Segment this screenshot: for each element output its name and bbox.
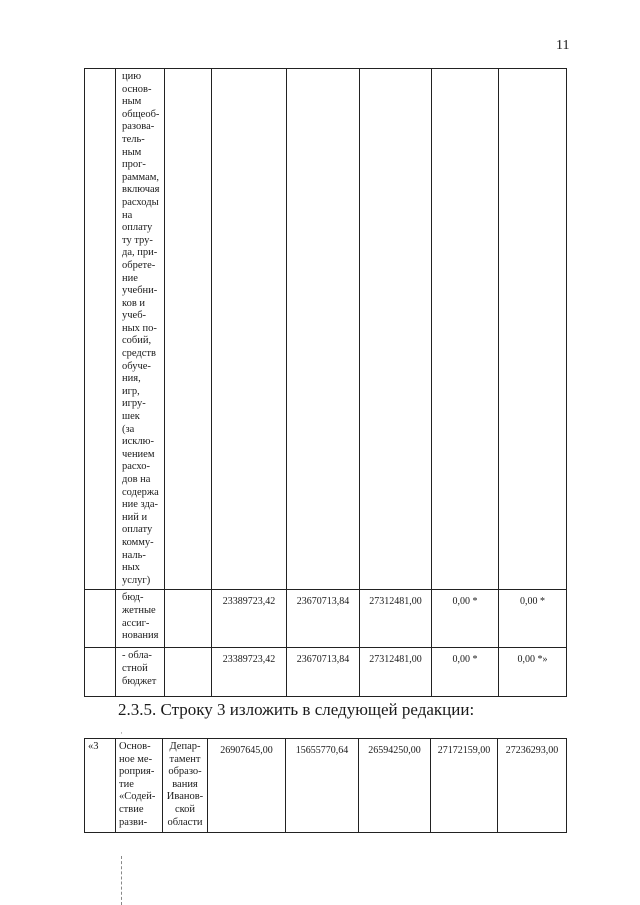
page-number: 11 — [556, 38, 570, 53]
text-line: ту тру- — [122, 234, 153, 246]
text-line: собий, — [122, 335, 152, 347]
text-line: средств — [122, 348, 156, 360]
cell-empty — [360, 69, 432, 590]
cell-number — [85, 590, 116, 648]
row-label-cell — [116, 590, 165, 648]
value-cell: 26907645,00 — [208, 739, 286, 833]
cell-number — [85, 648, 116, 697]
text-line: обуче- — [122, 360, 151, 372]
text-line: учебни- — [122, 285, 158, 297]
text-line: расходы — [122, 196, 159, 208]
text-line: ное ме- — [119, 753, 153, 765]
new-row-table — [84, 738, 567, 833]
measure-name-cell — [116, 739, 163, 833]
row-label-cell — [116, 648, 165, 697]
value-cell: 23389723,42 — [212, 648, 287, 697]
text-line: стной — [122, 662, 148, 674]
text-line: тие — [119, 778, 134, 790]
value-cell: 27172159,00 — [431, 739, 498, 833]
value-cell: 0,00 * — [432, 590, 499, 648]
section-heading: 2.3.5. Строку 3 изложить в следующей редакции: — [118, 700, 475, 719]
scan-mark: · — [120, 728, 123, 738]
text-line: бюджет — [122, 675, 157, 687]
value-cell: 23670713,84 — [287, 590, 360, 648]
margin-line — [121, 856, 122, 905]
text-line: прог- — [122, 159, 146, 171]
table-row — [85, 739, 567, 833]
text-line: на оплату — [122, 209, 153, 234]
text-line: услуг) — [122, 574, 151, 586]
text-line: тамент — [169, 753, 201, 765]
value-cell: 27312481,00 — [360, 648, 432, 697]
text-line: роприя- — [119, 766, 155, 778]
text-line: наль- — [122, 549, 146, 561]
text-line: чением — [122, 448, 155, 460]
text-line: игру- — [122, 398, 146, 410]
text-line: основ- — [122, 83, 152, 95]
table-row-description — [85, 69, 567, 590]
text-line: образо- — [168, 766, 202, 778]
text-line: общеоб- — [122, 108, 160, 120]
text-line: (за — [122, 423, 135, 435]
text-line: ние зда- — [122, 499, 158, 511]
text-line: включая — [122, 184, 160, 196]
text-line: расхо- — [122, 461, 151, 473]
text-line: содержа — [122, 486, 159, 498]
text-line: Иванов- — [166, 791, 204, 803]
value-cell: 27312481,00 — [360, 590, 432, 648]
text-line: ний и — [122, 511, 148, 523]
continuation-table — [84, 68, 567, 697]
text-line: учеб- — [122, 310, 147, 322]
text-line: ассиг- — [122, 617, 150, 629]
text-line: обрете- — [122, 259, 156, 271]
text-line: тель- — [122, 133, 145, 145]
text-line: ния, — [122, 373, 141, 385]
cell-empty — [212, 69, 287, 590]
text-line: оплату — [122, 524, 153, 536]
text-line: - обла- — [122, 650, 152, 662]
value-cell: 0,00 *» — [499, 648, 567, 697]
text-line: раммам, — [122, 171, 160, 183]
value-cell: 15655770,64 — [286, 739, 359, 833]
text-line: ков и — [122, 297, 146, 309]
cell-empty — [287, 69, 360, 590]
description-cell — [116, 69, 165, 590]
text-line: разви- — [119, 816, 148, 828]
cell-executor — [165, 648, 212, 697]
text-line: ние — [122, 272, 138, 284]
value-cell: 23670713,84 — [287, 648, 360, 697]
text-line: Депар- — [169, 741, 201, 752]
text-line: ных — [122, 562, 140, 574]
text-line: нования — [122, 630, 159, 642]
text-line: комму- — [122, 536, 154, 548]
cell-executor — [165, 69, 212, 590]
value-cell: 23389723,42 — [212, 590, 287, 648]
description-text — [122, 71, 161, 587]
text-line: ных по- — [122, 322, 157, 334]
cell-empty — [432, 69, 499, 590]
text-line: ным — [122, 146, 142, 158]
text-line: шек — [122, 411, 140, 423]
cell-number — [85, 69, 116, 590]
text-line: цию — [122, 71, 142, 82]
text-line: ствие — [119, 803, 144, 815]
table-row-regional-budget — [85, 648, 567, 697]
row-number-cell: «3 — [85, 739, 116, 833]
value-cell: 0,00 * — [499, 590, 567, 648]
text-line: ской — [174, 803, 196, 815]
value-cell: 0,00 * — [432, 648, 499, 697]
text-line: вания — [172, 778, 198, 790]
text-line: исклю- — [122, 436, 154, 448]
text-line: игр, — [122, 385, 140, 397]
text-line: жетные — [122, 604, 156, 616]
text-line: дов на — [122, 474, 151, 485]
text-line: области — [167, 816, 203, 828]
text-line: бюд- — [122, 592, 144, 604]
value-cell: 26594250,00 — [359, 739, 431, 833]
value-cell: 27236293,00 — [498, 739, 567, 833]
text-line: разова- — [122, 121, 155, 133]
text-line: да, при- — [122, 247, 158, 259]
text-line: Основ- — [119, 741, 151, 752]
table-row-budget — [85, 590, 567, 648]
cell-executor — [165, 590, 212, 648]
cell-empty — [499, 69, 567, 590]
text-line: «Содей- — [119, 791, 156, 803]
text-line: ным — [122, 96, 142, 108]
executor-cell — [163, 739, 208, 833]
